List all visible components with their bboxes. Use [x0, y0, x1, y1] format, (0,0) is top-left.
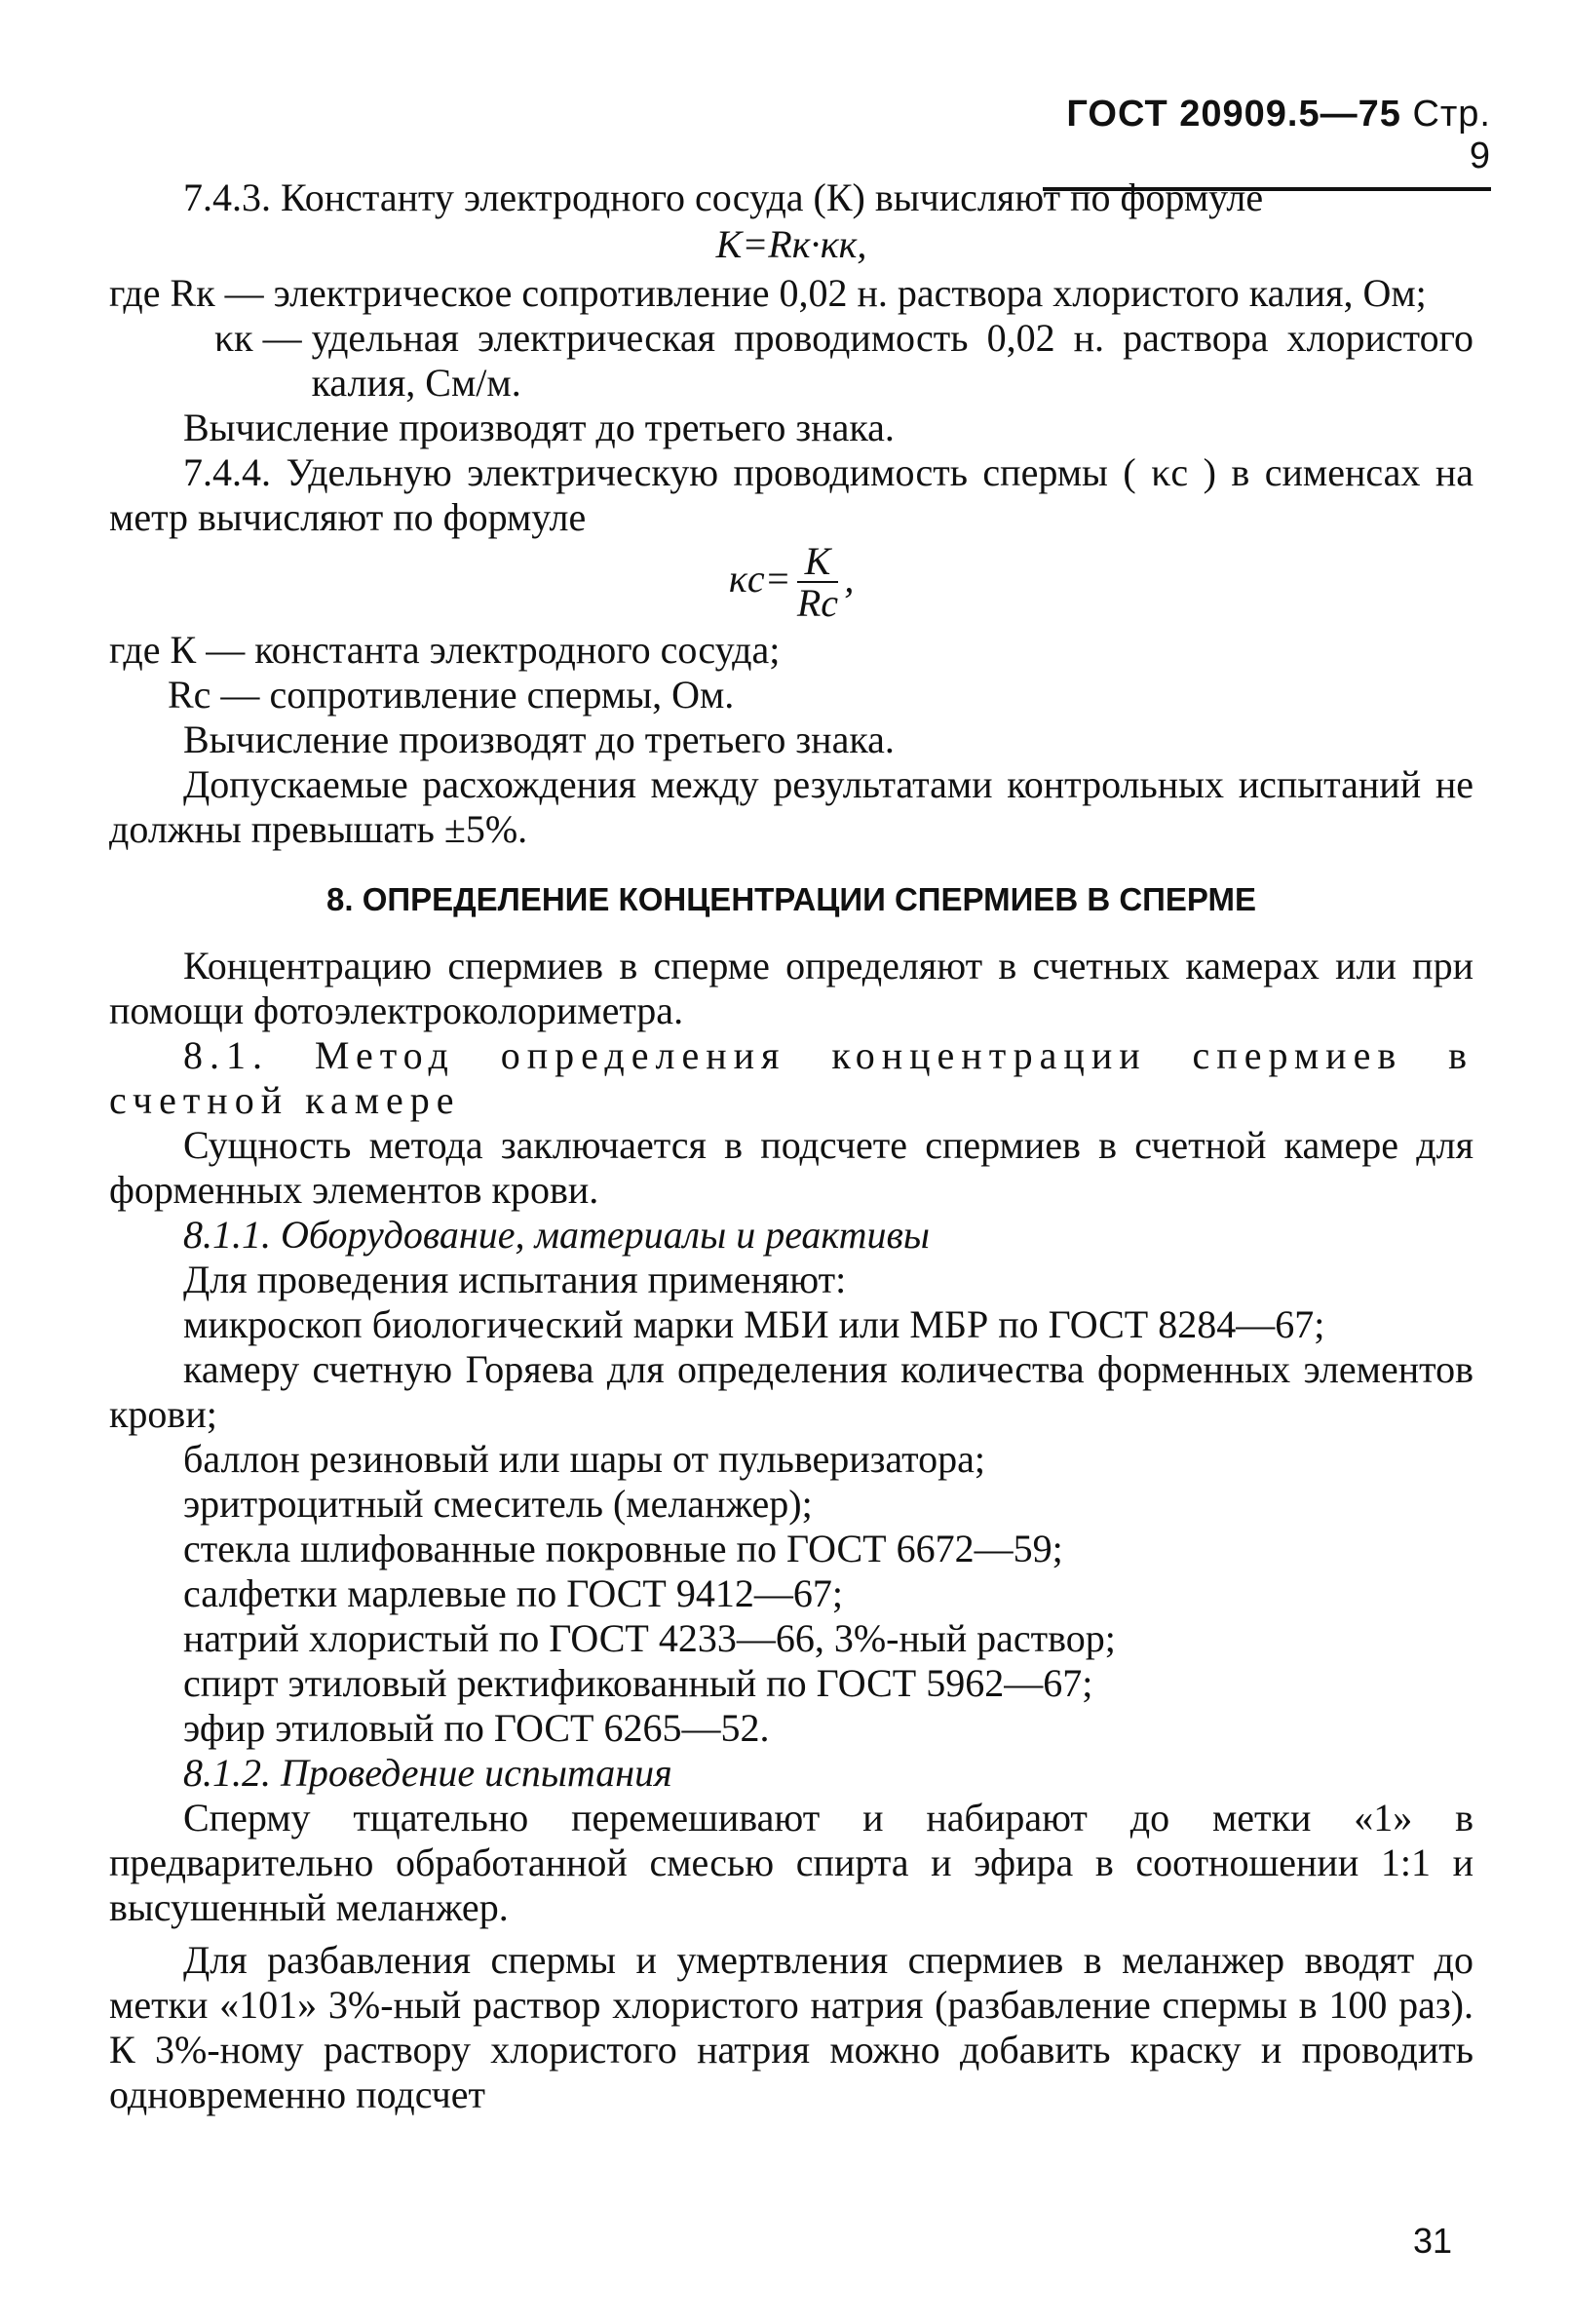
- equipment-item: камеру счетную Горяева для определения количества форменных элементов крови;: [109, 1347, 1473, 1436]
- section-7-4-4-calc-note: Вычисление производят до третьего знака.: [183, 717, 895, 761]
- definition-rk: [109, 271, 1473, 316]
- definition-k-text: константа электродного сосуда;: [254, 628, 781, 672]
- equipment-item: эфир этиловый по ГОСТ 6265—52.: [183, 1706, 770, 1750]
- formula-conductivity: [109, 539, 1473, 625]
- equipment-item: баллон резиновый или шары от пульверизатора;: [183, 1437, 985, 1481]
- equipment-item: эритроцитный смеситель (меланжер);: [183, 1482, 813, 1526]
- section-8-1-2-title: 8.1.2. Проведение испытания: [183, 1751, 672, 1795]
- definition-k: [109, 628, 1473, 673]
- tolerance-note: Допускаемые расхождения между результатами контрольных испытаний не должны превышать ±5%.: [109, 762, 1473, 851]
- section-8-intro: Концентрацию спермиев в сперме определяют в счетных камерах или при помощи фотоэлектроколориметра.: [109, 944, 1473, 1032]
- page-number: 31: [1412, 2221, 1452, 2261]
- section-7-4-3-intro: 7.4.3. Константу электродного сосуда (К) вычисляют по формуле: [183, 175, 1264, 219]
- section-8-1-essence: Сущность метода заключается в подсчете спермиев в счетной камере для форменных элементов крови.: [109, 1123, 1473, 1212]
- definition-rc: [109, 673, 1473, 717]
- formula-conductivity-left: κс=: [728, 557, 791, 601]
- equipment-item: салфетки марлевые по ГОСТ 9412—67;: [183, 1571, 843, 1615]
- equipment-list: [109, 1302, 1473, 1751]
- section-8-heading: 8. ОПРЕДЕЛЕНИЕ КОНЦЕНТРАЦИИ СПЕРМИЕВ В СПЕРМЕ: [326, 881, 1256, 917]
- procedure-paragraph-1: Сперму тщательно перемешивают и набирают до метки «1» в предварительно обработанной смесью спирта и эфира в соотношении 1:1 и высушенный меланжер.: [109, 1796, 1473, 1929]
- definition-kappa-k: [109, 316, 1473, 406]
- section-8-1-title: 8.1. Метод определения концентрации спермиев в счетной камере: [109, 1033, 1473, 1122]
- section-7-4-3-calc-note: Вычисление производят до третьего знака.: [183, 406, 895, 449]
- formula-fraction: [796, 539, 839, 625]
- section-8-1-1-intro: Для проведения испытания применяют:: [183, 1258, 847, 1301]
- header-page-label: Стр. 9: [1412, 94, 1491, 176]
- definition-rc-text: сопротивление спермы, Ом.: [269, 673, 735, 717]
- equipment-item: микроскоп биологический марки МБИ или МБР по ГОСТ 8284—67;: [183, 1302, 1325, 1346]
- section-8-1-1-title: 8.1.1. Оборудование, материалы и реактивы: [183, 1213, 930, 1257]
- definition-rc-term: Rс —: [168, 673, 260, 717]
- equipment-item: стекла шлифованные покровные по ГОСТ 6672—59;: [183, 1527, 1063, 1570]
- equipment-item: спирт этиловый ректификованный по ГОСТ 5962—67;: [183, 1661, 1093, 1705]
- formula-denominator: Rс: [796, 581, 839, 625]
- procedure-paragraph-2: Для разбавления спермы и умертвления спермиев в меланжер вводят до метки «101» 3%-ный раствор хлористого натрия (разбавление спермы в 100 раз). К 3%-ному раствору хлористого натрия можно добавить краску и проводить одновременно подсчет: [109, 1938, 1473, 2116]
- header-standard-number: ГОСТ 20909.5—75: [1066, 94, 1401, 135]
- definition-kappa-k-text: удельная электрическая проводимость 0,02 н. раствора хлористого калия, См/м.: [311, 316, 1473, 405]
- formula-numerator: K: [797, 542, 839, 583]
- page-body: [109, 175, 1473, 2117]
- formula-conductivity-tail: ,: [844, 557, 855, 601]
- definition-rk-term: где Rк —: [109, 271, 264, 315]
- definition-k-term: где К —: [109, 628, 246, 672]
- definition-kappa-k-term: κк —: [214, 316, 302, 360]
- section-7-4-4-intro: 7.4.4. Удельную электрическую проводимость спермы ( κс ) в сименсах на метр вычисляют по формуле: [109, 450, 1473, 539]
- formula-electrode-constant: K=Rк·κк,: [715, 222, 867, 266]
- definition-rk-text: электрическое сопротивление 0,02 н. раствора хлористого калия, Ом;: [273, 271, 1427, 315]
- equipment-item: натрий хлористый по ГОСТ 4233—66, 3%-ный раствор;: [183, 1616, 1116, 1660]
